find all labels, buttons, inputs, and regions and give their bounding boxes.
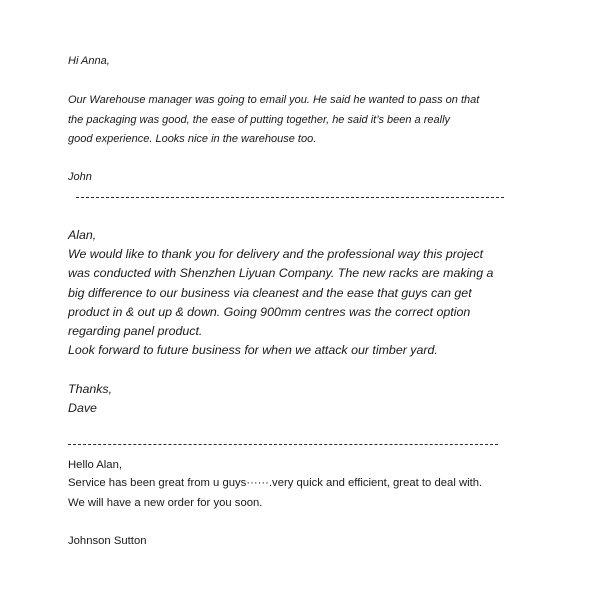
message2-line-3: big difference to our business via cleanest and the ease that guys can get: [68, 286, 472, 300]
divider-2: [68, 444, 498, 445]
signature-johnson-sutton: Johnson Sutton: [68, 535, 147, 547]
message2-line-1: We would like to thank you for delivery and the professional way this project: [68, 247, 484, 261]
greeting-alan: Alan,: [68, 228, 97, 242]
message2-line-6: Look forward to future business for when we attack our timber yard.: [68, 343, 438, 357]
closing-thanks: Thanks,: [68, 382, 113, 396]
message2-line-2: was conducted with Shenzhen Liyuan Company. The new racks are making a: [68, 266, 494, 280]
message1-line-2: the packaging was good, the ease of putting together, he said it’s been a really: [68, 114, 451, 126]
divider-1: [76, 197, 504, 198]
message2-line-4: product in & out up & down. Going 900mm centres was the correct option: [68, 305, 471, 319]
greeting-anna: Hi Anna,: [68, 55, 110, 67]
message1-line-1: Our Warehouse manager was going to email you. He said he wanted to pass on that: [68, 94, 480, 106]
message2-line-5: regarding panel product.: [68, 324, 203, 338]
message3-line-2: We will have a new order for you soon.: [68, 497, 263, 509]
message1-line-3: good experience. Looks nice in the warehouse too.: [68, 133, 317, 145]
signature-dave: Dave: [68, 401, 97, 415]
signature-john: John: [68, 171, 92, 183]
message3-line-1: Service has been great from u guys······.very quick and efficient, great to deal with.: [68, 477, 483, 489]
greeting-hello-alan: Hello Alan,: [68, 459, 123, 471]
